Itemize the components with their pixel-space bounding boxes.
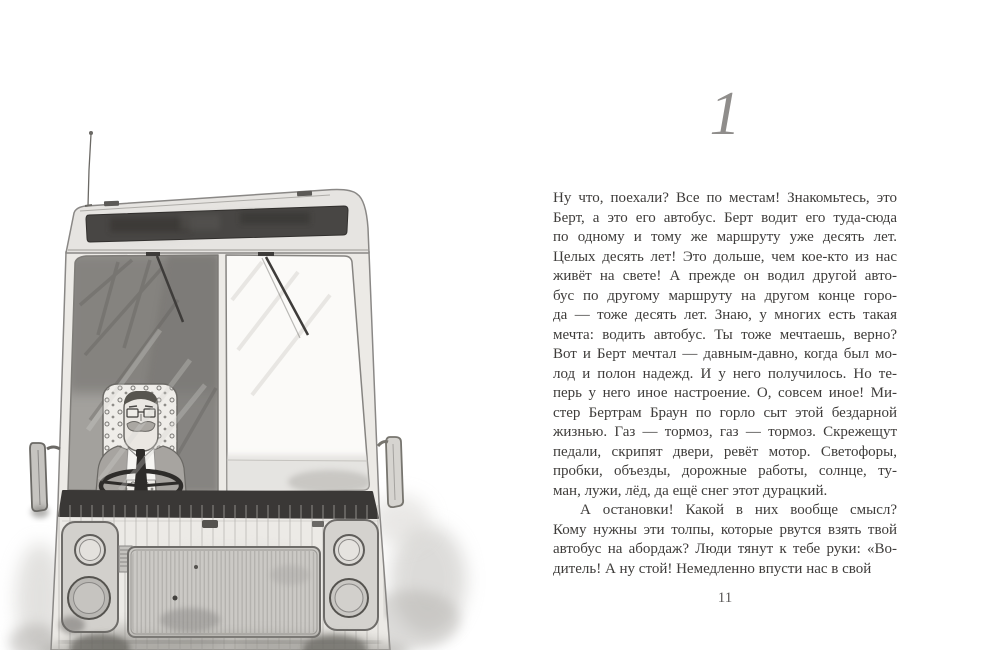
text-line: по одному и тому же маршруту уже десять лет. [553, 229, 897, 245]
page-number: 11 [717, 590, 733, 606]
text-line: ман, лужи, лёд, да ещё снег этот дурацкий. [553, 482, 828, 499]
text-line: А остановки! Какой в них вообще смысл? [580, 502, 897, 518]
text-block [553, 189, 897, 579]
text-line: лод и полон надежд. И у него получилось. Но те- [553, 365, 897, 382]
text-line: автобус на абордаж? Люди тянут к тебе руки: «Во- [553, 541, 897, 557]
text-line: Ну что, поехали? Все по местам! Знакомьтесь, это [553, 190, 897, 206]
headlights-left [59, 522, 118, 634]
headlights-right [324, 520, 378, 630]
text-line: мечта: водить автобус. Ты тоже мечтаешь, верно? [553, 326, 897, 343]
windshield-left-pane [66, 253, 220, 501]
text-line: Вот и Берт мечтал — давным-давно, когда был мо- [553, 346, 897, 362]
text-line: перь у него иное настроение. О, совсем иное! Ми- [553, 385, 897, 401]
left-mirror [30, 443, 60, 518]
right-mirror [378, 437, 403, 507]
chapter-number: 1 [709, 80, 741, 148]
antenna [85, 131, 93, 206]
right-page [553, 0, 897, 650]
front-fascia [50, 505, 392, 650]
text-line: пробки, объезды, дорожные работы, солнце, ту- [553, 463, 897, 479]
text-line: жизнью. Газ — тормоз, газ — тормоз. Скрежещут [553, 424, 897, 440]
bus-roof [66, 190, 369, 254]
text-line: Берт, а это его автобус. Берт водит его туда-сюда [553, 209, 897, 226]
windshield-right-pane [222, 254, 372, 495]
text-line: да — тоже десять лет. Знаю, у многих есть такая [553, 307, 897, 323]
text-line: Кому нужны эти толпы, которые рвутся взять твой [553, 521, 897, 538]
text-line: живёт на свете! А прежде он водил другой авто- [553, 268, 897, 284]
text-line: Целых десять лет! Это дольше, чем кое-кто из нас [553, 248, 897, 265]
text-line: дитель! А ну стой! Немедленно впусти нас в свой [553, 560, 872, 577]
text-line: бус по другому маршруту на другом конце горо- [553, 287, 897, 304]
text-line: педали, скрипят двери, ревёт мотор. Светофоры, [553, 443, 897, 460]
front-grille [128, 547, 320, 637]
text-line: стер Бертрам Браун по горло сыт этой бездарной [553, 404, 897, 421]
